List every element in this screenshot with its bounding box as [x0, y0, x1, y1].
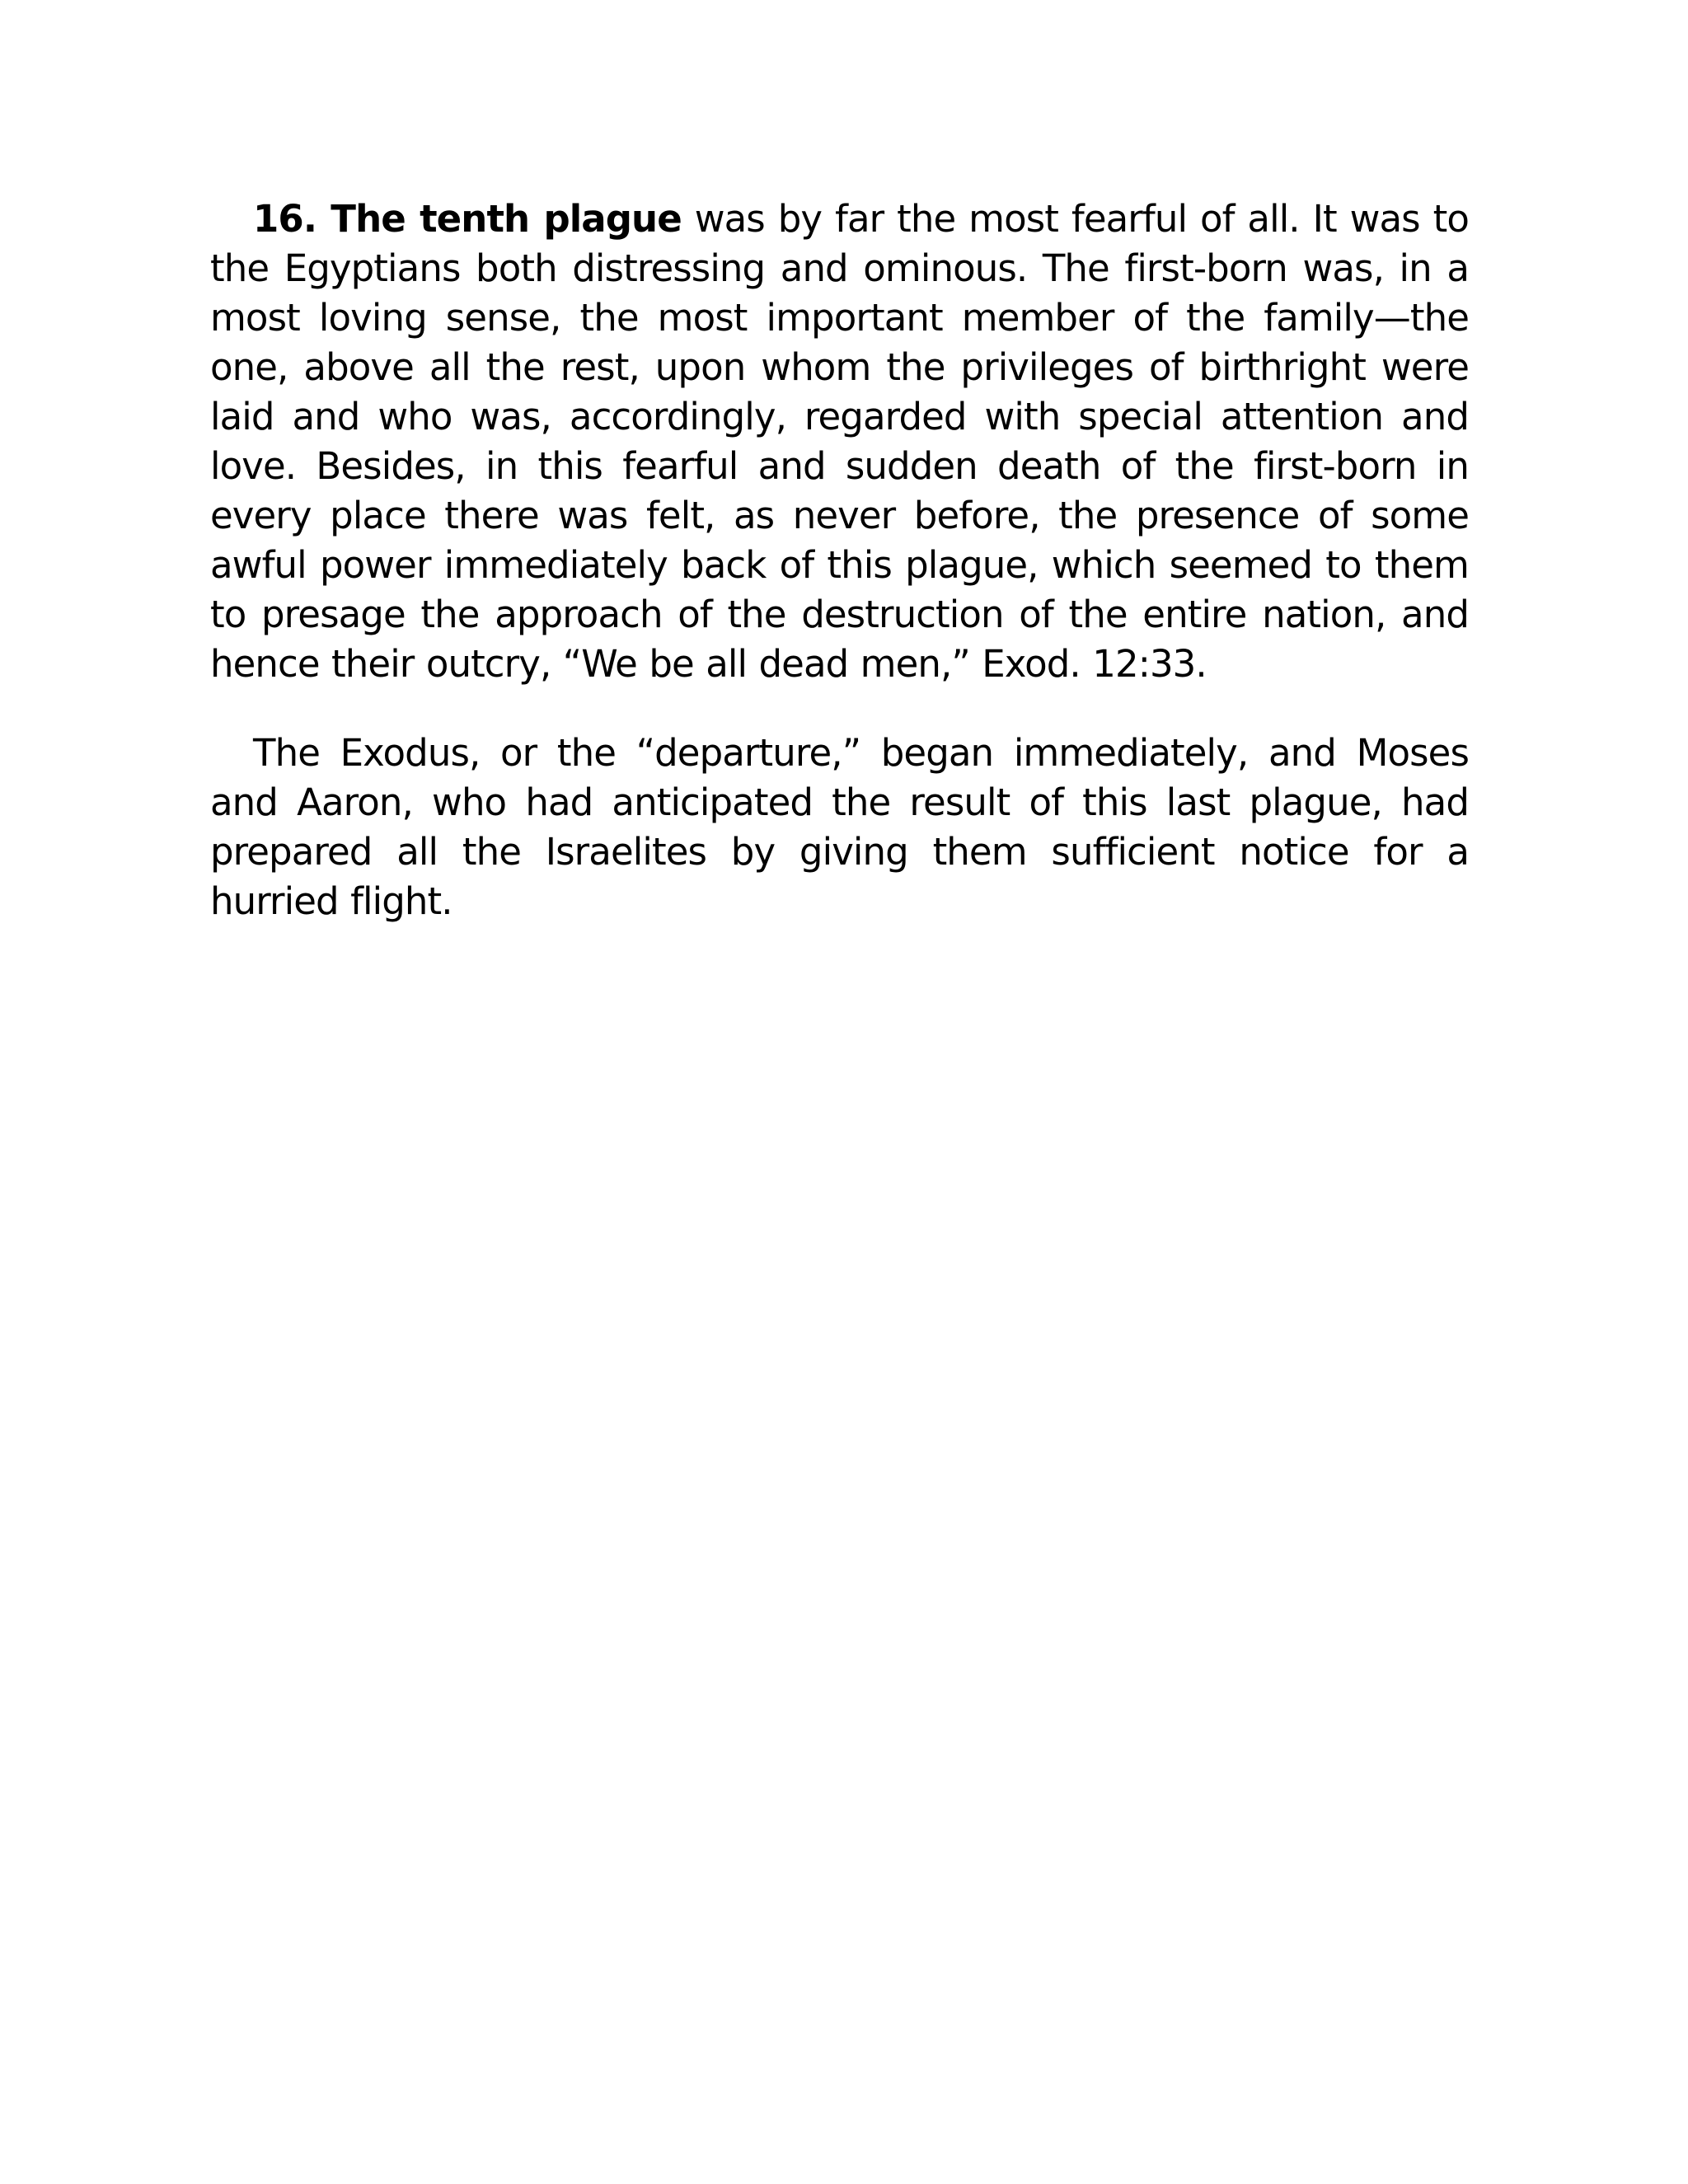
- paragraph-exodus: [210, 729, 1469, 926]
- paragraph-heading: 16. The tenth plague: [253, 197, 682, 241]
- paragraph-body: The Exodus, or the “departure,” began immediately, and Moses and Aaron, who had anticipated the result of this last plague, had prepared all the Israelites by giving them sufficient notice for a hurried flight.: [210, 731, 1469, 923]
- body-text: [210, 194, 1469, 926]
- paragraph-tenth-plague: [210, 194, 1469, 689]
- paragraph-body: was by far the most fearful of all. It was to the Egyptians both distressing and ominous. The first-born was, in a most loving sense, the most important member of the family—the one, above all the rest, upon whom the privileges of birthright were laid and who was, accordingly, regarded with special attention and love. Besides, in this fearful and sudden death of the first-born in every place there was felt, as never before, the presence of some awful power immediately back of this plague, which seemed to them to presage the approach of the destruction of the entire nation, and hence their outcry, “We be all dead men,” Exod. 12:33.: [210, 197, 1469, 686]
